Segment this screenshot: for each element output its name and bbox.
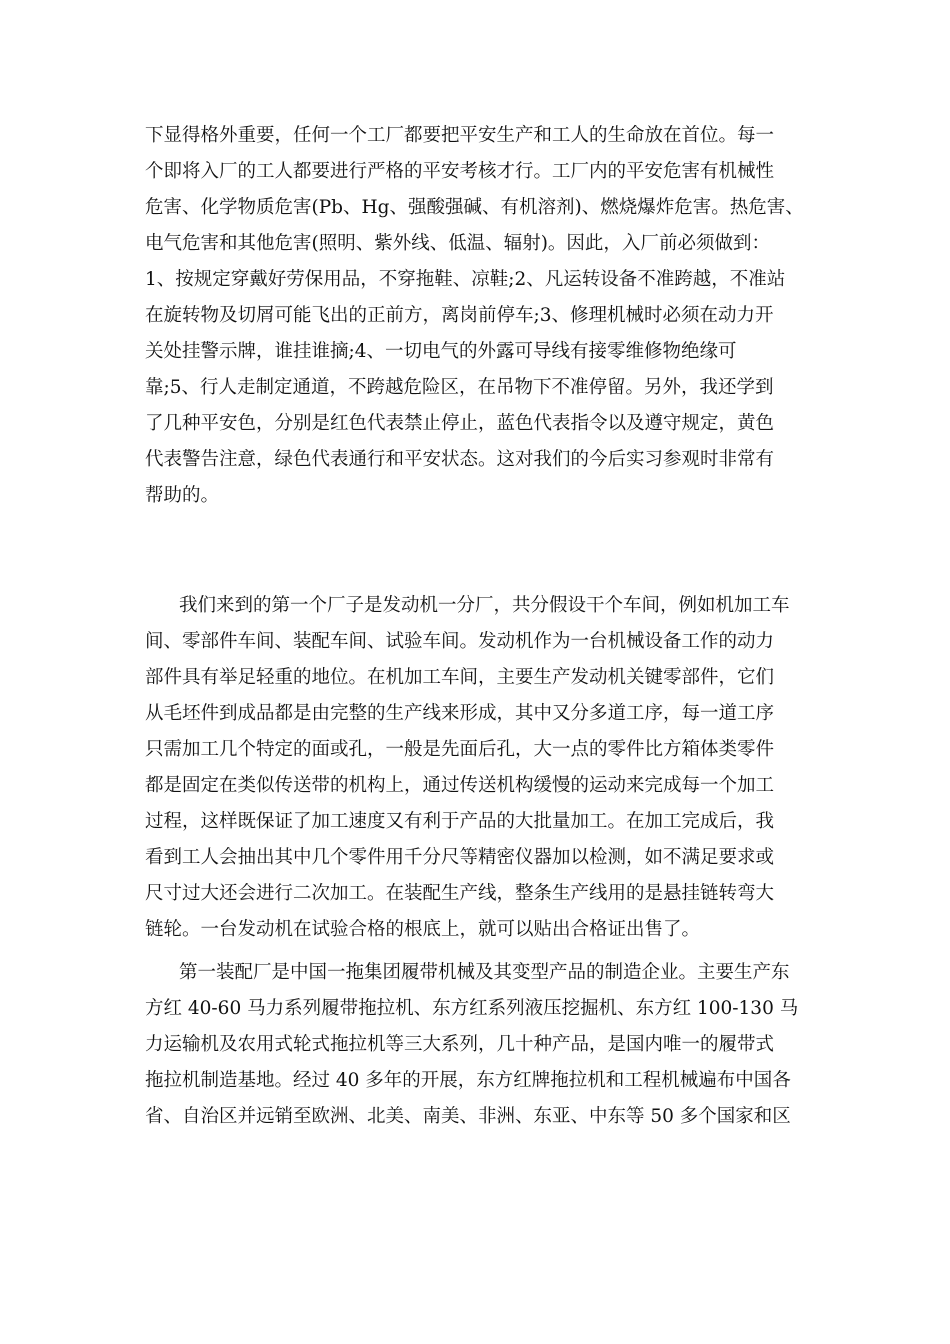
paragraph-engine-plant [145, 588, 807, 948]
paragraph-safety [145, 118, 807, 514]
text-line: 在旋转物及切屑可能飞出的正前方，离岗前停车;3、修理机械时必须在动力开 [145, 305, 774, 326]
text-line: 代表警告注意，绿色代表通行和平安状态。这对我们的今后实习参观时非常有 [145, 449, 775, 470]
text-line: 个即将入厂的工人都要进行严格的平安考核才行。工厂内的平安危害有机械性 [145, 161, 775, 182]
text-line: 部件具有举足轻重的地位。在机加工车间，主要生产发动机关键零部件，它们 [145, 667, 775, 688]
text-line: 1、按规定穿戴好劳保用品，不穿拖鞋、凉鞋;2、凡运转设备不准跨越，不准站 [145, 269, 786, 290]
text-line: 过程，这样既保证了加工速度又有利于产品的大批量加工。在加工完成后，我 [145, 811, 775, 832]
text-line: 电气危害和其他危害(照明、紫外线、低温、辐射)。因此，入厂前必须做到： [145, 233, 770, 254]
text-line: 拖拉机制造基地。经过 40 多年的开展，东方红牌拖拉机和工程机械遍布中国各 [145, 1070, 791, 1091]
paragraph-assembly-plant [145, 955, 807, 1135]
text-line: 从毛坯件到成品都是由完整的生产线来形成，其中又分多道工序，每一道工序 [145, 703, 775, 724]
text-line: 只需加工几个特定的面或孔，一般是先面后孔，大一点的零件比方箱体类零件 [145, 739, 775, 760]
text-line: 帮助的。 [145, 485, 220, 506]
text-line: 了几种平安色，分别是红色代表禁止停止，蓝色代表指令以及遵守规定，黄色 [145, 413, 775, 434]
text-line: 方红 40-60 马力系列履带拖拉机、东方红系列液压挖掘机、东方红 100-130 马 [145, 998, 799, 1019]
text-line: 危害、化学物质危害(Pb、Hg、强酸强碱、有机溶剂)、燃烧爆炸危害。热危害、 [145, 197, 804, 218]
text-line: 看到工人会抽出其中几个零件用千分尺等精密仪器加以检测，如不满足要求或 [145, 847, 775, 868]
text-line: 第一装配厂是中国一拖集团履带机械及其变型产品的制造企业。主要生产东 [179, 962, 790, 983]
text-line: 尺寸过大还会进行二次加工。在装配生产线，整条生产线用的是悬挂链转弯大 [145, 883, 775, 904]
text-line: 力运输机及农用式轮式拖拉机等三大系列，几十种产品，是国内唯一的履带式 [145, 1034, 775, 1055]
text-line: 间、零部件车间、装配车间、试验车间。发动机作为一台机械设备工作的动力 [145, 631, 775, 652]
text-line: 下显得格外重要，任何一个工厂都要把平安生产和工人的生命放在首位。每一 [145, 125, 775, 146]
text-line: 靠;5、行人走制定通道，不跨越危险区，在吊物下不准停留。另外，我还学到 [145, 377, 774, 398]
text-line: 关处挂警示牌，谁挂谁摘;4、一切电气的外露可导线有接零维修物绝缘可 [145, 341, 737, 362]
text-line: 我们来到的第一个厂子是发动机一分厂，共分假设干个车间，例如机加工车 [179, 595, 790, 616]
text-line: 都是固定在类似传送带的机构上，通过传送机构缓慢的运动来完成每一个加工 [145, 775, 775, 796]
text-line: 链轮。一台发动机在试验合格的根底上，就可以贴出合格证出售了。 [145, 919, 701, 940]
text-line: 省、自治区并远销至欧洲、北美、南美、非洲、东亚、中东等 50 多个国家和区 [145, 1106, 791, 1127]
